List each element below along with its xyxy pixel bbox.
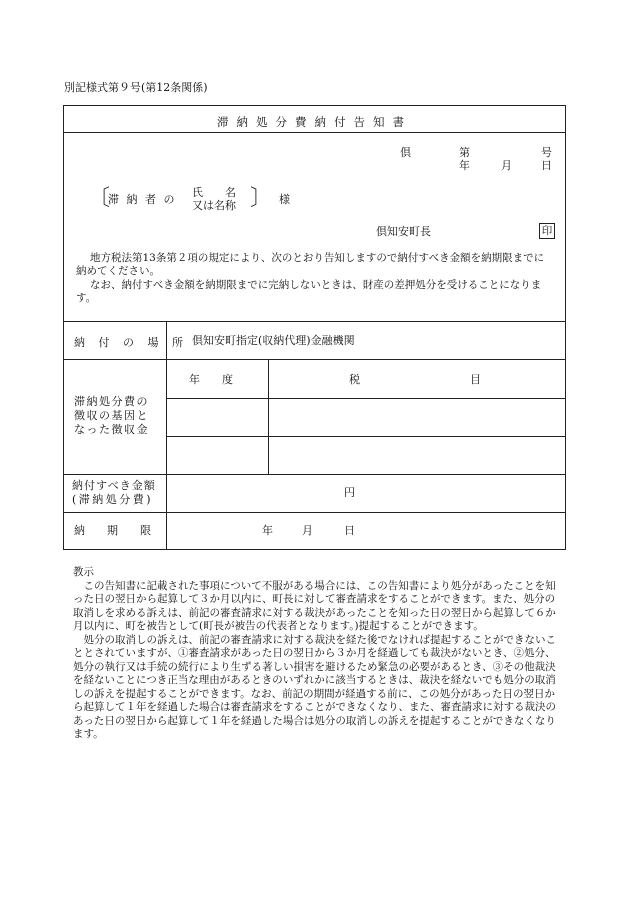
- issuer-name: 倶知安町長: [376, 225, 431, 238]
- amount-label-line-2: (滞納処分費): [72, 493, 154, 506]
- notice-form: [63, 105, 566, 550]
- year-column-header: 年 度: [189, 373, 233, 386]
- issue-year-label: 年: [459, 159, 470, 172]
- payment-place-label: 納 付 の 場 所: [74, 336, 188, 349]
- instruction-paragraph-2: 処分の取消しの訴えは、前記の審査請求に対する裁決を経た後でなければ提起することができないこととされていますが、①審査請求があった日の翌日から３か月を経過しても裁決がないとき、②処分、処分の執行又は手続の続行により生ずる著しい損害を避けるため緊急の必要があるとき、③その他裁決を経ないことにつき正当な理由があるときのいずれかに該当するときは、裁決を経ないでも処分の取消しの訴えを提起することができます。なお、前記の期間が経過する前に、この処分があった日の翌日から起算して１年を経過した場合は審査請求をすることができなくなり、また、審査請求に対する裁決のあった日の翌日から起算して１年を経過した場合は処分の取消しの訴えを提起することができなくなります。: [73, 633, 556, 740]
- basis-label-line-2: 徴収の基因と: [74, 409, 149, 422]
- title-divider: [64, 132, 565, 133]
- instruction-paragraph-1: この告知書に記載された事項について不服がある場合には、この告知書により処分があったことを知った日の翌日から起算して３か月以内に、町長に対して審査請求をすることができます。また、処分の取消しを求める訴えは、前記の審査請求に対する裁決があったことを知った日の翌日から起算して６か月以内に、町を被告として(町長が被告の代表者となります。)提起することができます。: [73, 579, 556, 632]
- tax-column-header: 税 目: [349, 373, 481, 386]
- notice-paragraph-1: 地方税法第13条第２項の規定により、次のとおり告知しますので納付すべき金額を納期限までに納めてください。: [76, 252, 545, 278]
- bracket-open: 〔: [88, 186, 111, 211]
- row-divider: [166, 398, 565, 399]
- bracket-close: 〕: [250, 186, 273, 211]
- payment-place-value: 倶知安町指定(収納代理)金融機関: [192, 334, 355, 347]
- form-reference: 別記様式第９号(第12条関係): [64, 81, 208, 94]
- doc-dai: 第: [459, 146, 470, 159]
- recipient-name-bottom: 又は名称: [192, 199, 236, 212]
- issue-month-label: 月: [501, 159, 512, 172]
- row-divider: [166, 436, 565, 437]
- notice-paragraph-2: なお、納付すべき金額を納期限までに完納しないときは、財産の差押処分を受けることになります。: [76, 279, 542, 305]
- basis-label-line-1: 滞納処分費の: [74, 395, 149, 408]
- recipient-name-top: 氏 名: [192, 186, 236, 199]
- row-divider: [64, 321, 565, 322]
- deadline-month-label: 月: [302, 524, 313, 537]
- doc-go: 号: [541, 146, 552, 159]
- row-divider: [64, 359, 565, 360]
- deadline-day-label: 日: [344, 524, 355, 537]
- seal-mark: 印: [539, 223, 555, 239]
- column-divider: [166, 321, 167, 549]
- instruction-label: 教示: [73, 566, 94, 578]
- instruction-section: [73, 566, 563, 742]
- column-divider: [268, 359, 269, 474]
- deadline-label: 納 期 限: [74, 524, 151, 537]
- doc-prefix: 倶: [400, 146, 411, 159]
- form-title: 滞納処分費納付告知書: [217, 115, 412, 129]
- row-divider: [64, 512, 565, 513]
- issue-day-label: 日: [541, 159, 552, 172]
- row-divider: [64, 474, 565, 475]
- recipient-honorific: 様: [279, 193, 290, 206]
- basis-label-line-3: なった徴収金: [74, 423, 149, 436]
- recipient-label: 滞 納 者 の: [108, 193, 177, 206]
- amount-label-line-1: 納付すべき金額: [72, 479, 156, 492]
- deadline-year-label: 年: [262, 524, 273, 537]
- amount-unit: 円: [344, 486, 355, 499]
